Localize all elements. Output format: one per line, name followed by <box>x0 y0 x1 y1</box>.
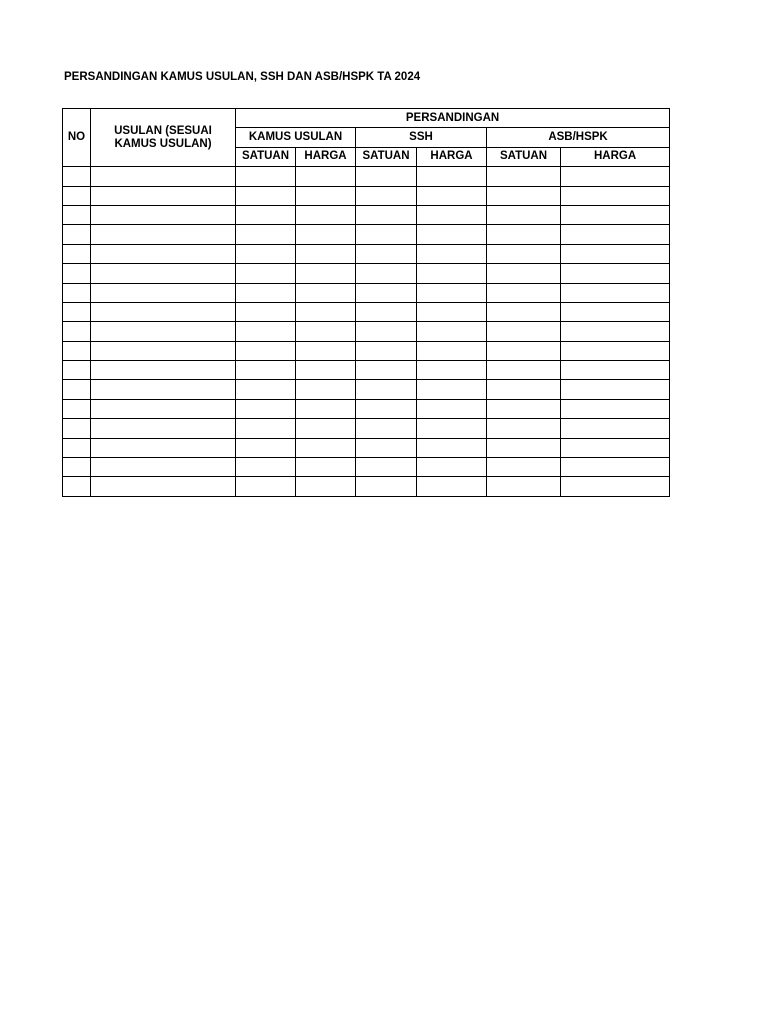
table-cell <box>236 302 296 321</box>
table-cell <box>91 302 236 321</box>
table-cell <box>63 458 91 477</box>
table-cell <box>91 438 236 457</box>
header-usulan: USULAN (SESUAI KAMUS USULAN) <box>91 109 236 167</box>
table-cell <box>356 244 417 263</box>
table-cell <box>91 341 236 360</box>
table-cell <box>487 458 561 477</box>
table-cell <box>91 458 236 477</box>
table-cell <box>91 186 236 205</box>
table-cell <box>63 341 91 360</box>
table-cell <box>356 225 417 244</box>
header-persandingan: PERSANDINGAN <box>236 109 670 128</box>
table-cell <box>236 322 296 341</box>
table-cell <box>417 361 487 380</box>
header-harga-kamus: HARGA <box>296 147 356 166</box>
table-cell <box>417 477 487 496</box>
table-cell <box>417 302 487 321</box>
table-cell <box>561 283 670 302</box>
table-cell <box>356 341 417 360</box>
table-cell <box>236 205 296 224</box>
table-cell <box>91 419 236 438</box>
table-cell <box>296 225 356 244</box>
header-harga-asb: HARGA <box>561 147 670 166</box>
table-cell <box>236 380 296 399</box>
table-row <box>63 302 670 321</box>
header-satuan-ssh: SATUAN <box>356 147 417 166</box>
table-cell <box>236 283 296 302</box>
table-cell <box>487 205 561 224</box>
table-row <box>63 225 670 244</box>
table-cell <box>487 302 561 321</box>
table-cell <box>561 458 670 477</box>
table-cell <box>561 167 670 186</box>
table-cell <box>487 477 561 496</box>
table-cell <box>356 438 417 457</box>
table-cell <box>487 264 561 283</box>
table-cell <box>63 205 91 224</box>
table-cell <box>296 167 356 186</box>
header-group-ssh: SSH <box>356 128 487 147</box>
table-cell <box>356 167 417 186</box>
table-cell <box>236 477 296 496</box>
table-cell <box>487 225 561 244</box>
table-cell <box>296 264 356 283</box>
table-cell <box>296 186 356 205</box>
header-harga-ssh: HARGA <box>417 147 487 166</box>
table-row <box>63 283 670 302</box>
table-cell <box>63 186 91 205</box>
table-row <box>63 205 670 224</box>
table-cell <box>561 477 670 496</box>
header-group-kamus-usulan: KAMUS USULAN <box>236 128 356 147</box>
table-cell <box>356 419 417 438</box>
table-cell <box>296 341 356 360</box>
table-cell <box>63 322 91 341</box>
table-cell <box>63 399 91 418</box>
table-cell <box>91 225 236 244</box>
table-cell <box>487 244 561 263</box>
table-cell <box>487 361 561 380</box>
table-cell <box>296 380 356 399</box>
table-cell <box>356 322 417 341</box>
table-cell <box>63 477 91 496</box>
document-title: PERSANDINGAN KAMUS USULAN, SSH DAN ASB/HSPK TA 2024 <box>64 71 421 83</box>
table-cell <box>91 361 236 380</box>
table-cell <box>236 341 296 360</box>
table-cell <box>417 322 487 341</box>
table-cell <box>296 477 356 496</box>
table-cell <box>417 244 487 263</box>
table-cell <box>487 283 561 302</box>
table-cell <box>417 205 487 224</box>
table-cell <box>417 186 487 205</box>
table-cell <box>487 438 561 457</box>
table-cell <box>356 283 417 302</box>
table-cell <box>296 419 356 438</box>
table-cell <box>417 341 487 360</box>
table-cell <box>561 264 670 283</box>
table-cell <box>296 322 356 341</box>
table-cell <box>236 244 296 263</box>
table-row <box>63 458 670 477</box>
table-row <box>63 380 670 399</box>
table-cell <box>417 283 487 302</box>
table-cell <box>561 399 670 418</box>
table-cell <box>63 419 91 438</box>
table-cell <box>296 244 356 263</box>
table-cell <box>487 380 561 399</box>
table-cell <box>236 225 296 244</box>
header-no: NO <box>63 109 91 167</box>
table-cell <box>561 244 670 263</box>
table-cell <box>561 438 670 457</box>
table-cell <box>356 380 417 399</box>
table-cell <box>417 458 487 477</box>
table-cell <box>63 167 91 186</box>
table-cell <box>296 205 356 224</box>
table-cell <box>487 341 561 360</box>
table-cell <box>296 302 356 321</box>
table-cell <box>487 186 561 205</box>
table-cell <box>236 438 296 457</box>
table-cell <box>561 380 670 399</box>
table-row <box>63 322 670 341</box>
table-cell <box>417 225 487 244</box>
table-cell <box>561 361 670 380</box>
table-cell <box>63 380 91 399</box>
table-row <box>63 186 670 205</box>
comparison-table <box>62 108 670 497</box>
table-cell <box>236 458 296 477</box>
table-cell <box>417 167 487 186</box>
table-cell <box>561 205 670 224</box>
table-cell <box>487 419 561 438</box>
table-cell <box>63 225 91 244</box>
table-row <box>63 438 670 457</box>
table-cell <box>91 322 236 341</box>
table-cell <box>296 283 356 302</box>
table-cell <box>296 399 356 418</box>
table-cell <box>91 380 236 399</box>
header-row-1 <box>63 109 670 128</box>
table-cell <box>296 458 356 477</box>
table-cell <box>356 399 417 418</box>
table-cell <box>417 399 487 418</box>
table-cell <box>356 186 417 205</box>
table-cell <box>236 186 296 205</box>
table-cell <box>561 341 670 360</box>
table-cell <box>63 302 91 321</box>
table-cell <box>91 283 236 302</box>
table-cell <box>487 399 561 418</box>
table-cell <box>91 399 236 418</box>
table-cell <box>417 419 487 438</box>
table-cell <box>236 264 296 283</box>
table-cell <box>487 322 561 341</box>
table-cell <box>561 186 670 205</box>
table-row <box>63 399 670 418</box>
table-cell <box>63 264 91 283</box>
table-row <box>63 341 670 360</box>
table-cell <box>236 399 296 418</box>
table-row <box>63 477 670 496</box>
table-cell <box>63 438 91 457</box>
table-row <box>63 264 670 283</box>
header-group-asb-hspk: ASB/HSPK <box>487 128 670 147</box>
table-cell <box>91 205 236 224</box>
table-cell <box>63 283 91 302</box>
header-satuan-asb: SATUAN <box>487 147 561 166</box>
table-cell <box>236 419 296 438</box>
table-row <box>63 167 670 186</box>
table-cell <box>356 264 417 283</box>
table-row <box>63 419 670 438</box>
table-cell <box>356 302 417 321</box>
table-cell <box>236 361 296 380</box>
table-cell <box>417 438 487 457</box>
table-cell <box>561 302 670 321</box>
table-cell <box>417 380 487 399</box>
table-cell <box>296 361 356 380</box>
table-cell <box>487 167 561 186</box>
table-cell <box>296 438 356 457</box>
table-cell <box>356 477 417 496</box>
table-cell <box>91 477 236 496</box>
table-cell <box>356 458 417 477</box>
table-cell <box>561 225 670 244</box>
table-cell <box>356 361 417 380</box>
table-cell <box>236 167 296 186</box>
header-satuan-kamus: SATUAN <box>236 147 296 166</box>
table-cell <box>63 244 91 263</box>
table-cell <box>91 264 236 283</box>
table-row <box>63 244 670 263</box>
table-cell <box>561 322 670 341</box>
table-cell <box>91 167 236 186</box>
table-cell <box>63 361 91 380</box>
table-cell <box>417 264 487 283</box>
table-row <box>63 361 670 380</box>
table-cell <box>91 244 236 263</box>
table-cell <box>561 419 670 438</box>
table-cell <box>356 205 417 224</box>
